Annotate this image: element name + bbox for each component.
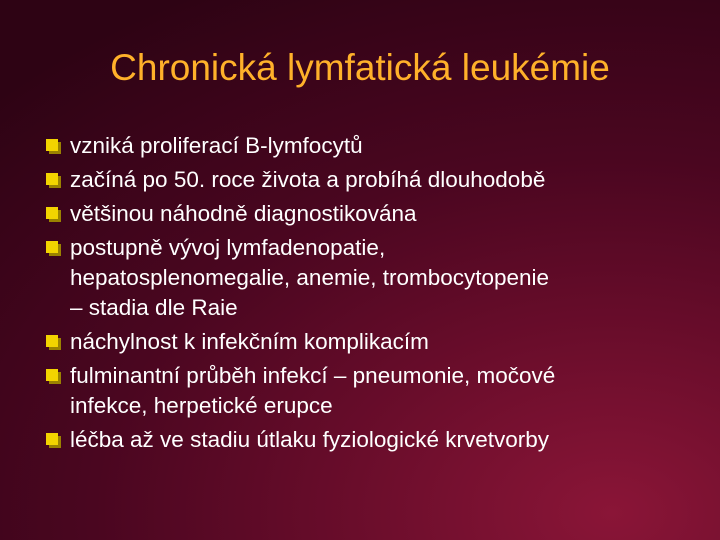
bullet-text: většinou náhodně diagnostikována (70, 201, 417, 226)
checkbox-square-icon (46, 335, 61, 350)
bullet-item (44, 131, 704, 161)
bullet-item (44, 233, 704, 323)
bullet-text-continued: – stadia dle Raie (70, 295, 238, 320)
bullet-item (44, 327, 704, 357)
checkbox-square-icon (46, 369, 61, 384)
slide-title: Chronická lymfatická leukémie (110, 47, 610, 88)
bullet-text: náchylnost k infekčním komplikacím (70, 329, 429, 354)
bullet-text: léčba až ve stadiu útlaku fyziologické krvetvorby (70, 427, 549, 452)
bullet-item (44, 165, 704, 195)
bullet-list (44, 131, 704, 459)
bullet-item (44, 425, 704, 455)
checkbox-square-icon (46, 207, 61, 222)
bullet-text: začíná po 50. roce života a probíhá dlouhodobě (70, 167, 546, 192)
bullet-item (44, 361, 704, 421)
bullet-text-continued: infekce, herpetické erupce (70, 393, 333, 418)
bullet-text: postupně vývoj lymfadenopatie, (70, 235, 386, 260)
checkbox-square-icon (46, 139, 61, 154)
checkbox-square-icon (46, 241, 61, 256)
bullet-text: vzniká proliferací B-lymfocytů (70, 133, 363, 158)
checkbox-square-icon (46, 173, 61, 188)
bullet-text: fulminantní průběh infekcí – pneumonie, močové (70, 363, 556, 388)
bullet-item (44, 199, 704, 229)
bullet-text-continued: hepatosplenomegalie, anemie, trombocytopenie (70, 265, 550, 290)
checkbox-square-icon (46, 433, 61, 448)
